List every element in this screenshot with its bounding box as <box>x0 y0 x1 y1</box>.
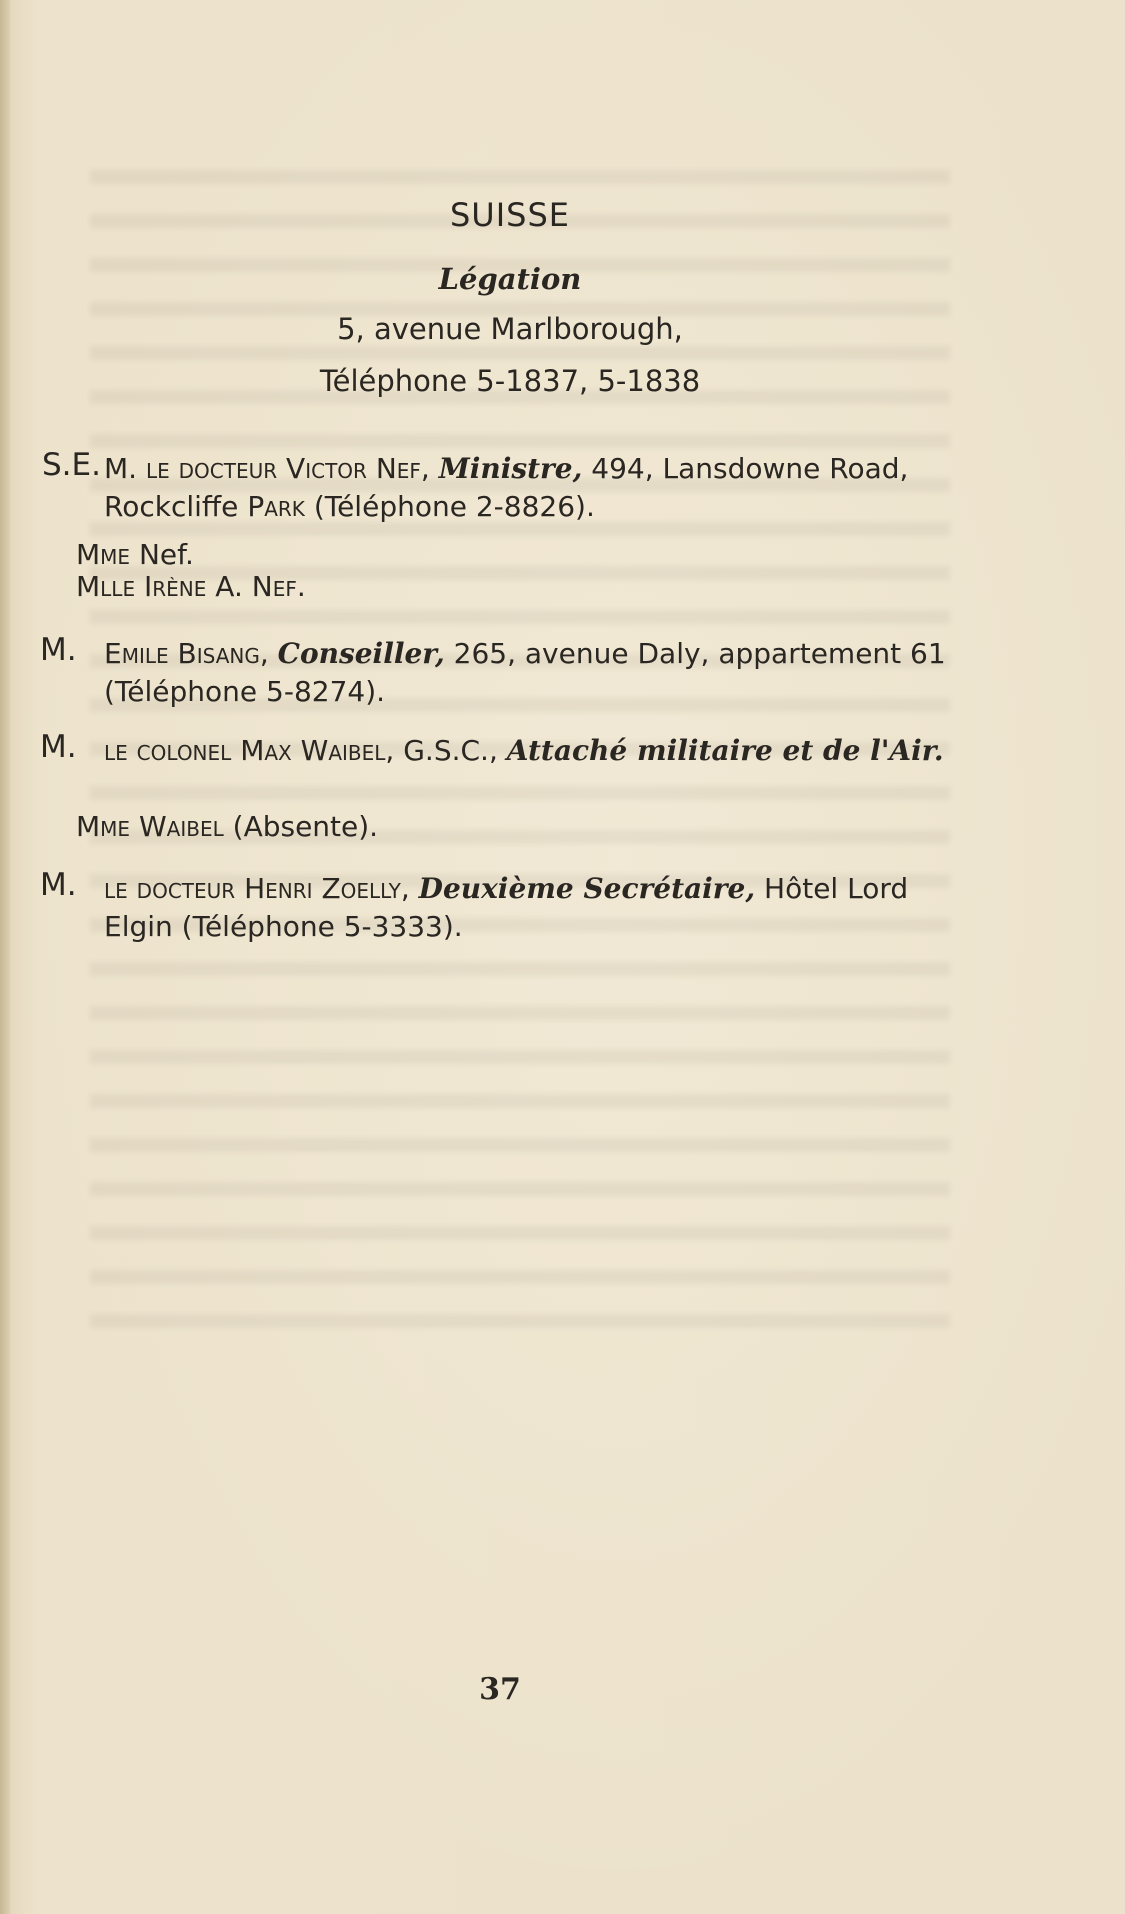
entry-bisang <box>40 632 949 711</box>
entry-role: Deuxième Secrétaire, <box>418 872 756 905</box>
family-title: Mlle <box>76 570 136 603</box>
entry-title: le docteur <box>104 872 236 905</box>
entry-details: 494, Lansdowne Road, Rockcliffe <box>104 452 909 523</box>
country-heading: SUISSE <box>449 196 570 234</box>
family-note: (Absente). <box>232 810 379 843</box>
family-name: Waibel <box>138 810 224 843</box>
entry-text <box>104 732 949 770</box>
entry-name: Henri Zoelly, <box>244 872 410 905</box>
entry-text <box>104 450 949 526</box>
entry-prefix: M. <box>40 632 77 668</box>
entry-prefix: M. <box>40 867 77 903</box>
entry-text <box>104 635 949 711</box>
family-member <box>76 808 378 846</box>
entry-name: Victor Nef, <box>286 452 430 485</box>
entry-role: Conseiller, <box>277 637 445 670</box>
family-title: Mme <box>76 810 131 843</box>
family-title: Mme <box>76 538 131 571</box>
entry-details-phone: (Téléphone 2-8826). <box>313 490 595 523</box>
office-heading: Légation <box>438 262 582 296</box>
entry-prefix: S.E. <box>42 447 101 483</box>
entry-details: Hôtel Lord Elgin (Téléphone 5-3333). <box>104 872 909 943</box>
entry-details: 265, avenue Daly, appartement 61 (Téléphone 5-8274). <box>104 637 946 708</box>
entry-zoelly <box>40 867 949 946</box>
entry-role: Attaché militaire et de l'Air. <box>506 734 944 767</box>
entry-title: M. le docteur <box>104 452 278 485</box>
entry-title: le colonel <box>104 734 232 767</box>
entry-role: Ministre, <box>438 452 583 485</box>
entry-name: Emile Bisang, <box>104 637 269 670</box>
family-member <box>76 568 306 606</box>
family-name: Nef. <box>138 538 194 571</box>
page-number: 37 <box>479 1672 521 1707</box>
entry-nef <box>42 447 949 526</box>
entry-details-park: Park <box>247 490 305 523</box>
office-address: 5, avenue Marlborough, <box>337 312 683 346</box>
office-phone: Téléphone 5-1837, 5-1838 <box>319 364 701 398</box>
entry-name: Max Waibel, <box>240 734 395 767</box>
family-name: Irène A. Nef. <box>144 570 306 603</box>
entry-text <box>104 870 949 946</box>
entry-details: G.S.C., <box>403 734 498 767</box>
entry-prefix: M. <box>40 729 77 765</box>
entry-waibel <box>40 729 949 770</box>
